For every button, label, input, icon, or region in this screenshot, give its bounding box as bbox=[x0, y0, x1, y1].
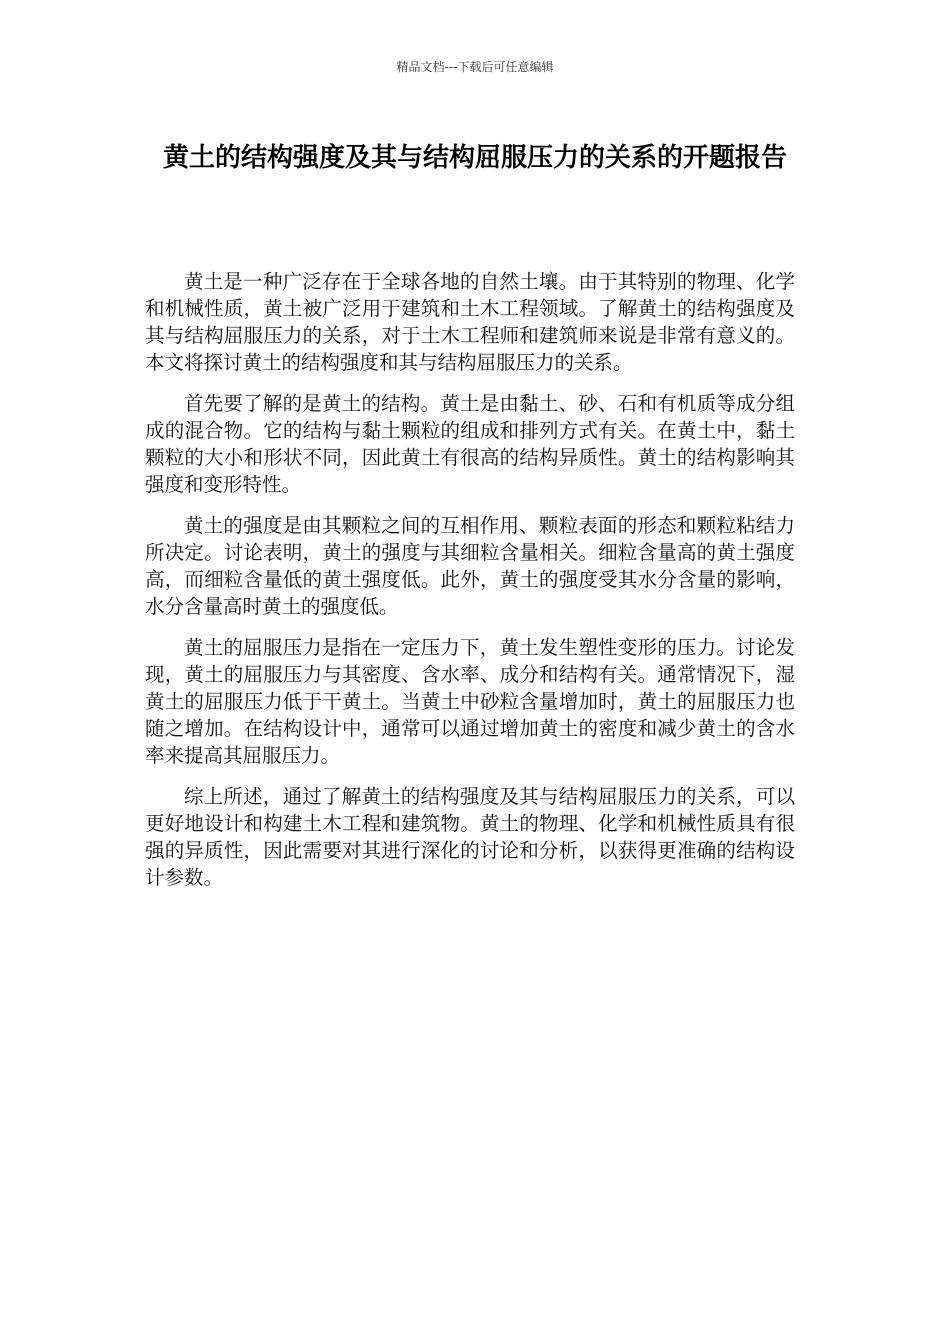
paragraph-2: 首先要了解的是黄土的结构。黄土是由黏土、砂、石和有机质等成分组成的混合物。它的结构与黏土颗粒的组成和排列方式有关。在黄土中，黏土颗粒的大小和形状不同，因此黄土有很高的结构异质性。黄土的结构影响其强度和变形特性。 bbox=[145, 392, 795, 496]
document-title: 黄土的结构强度及其与结构屈服压力的关系的开题报告 bbox=[162, 143, 787, 173]
paragraph-3: 黄土的强度是由其颗粒之间的互相作用、颗粒表面的形态和颗粒粘结力所决定。讨论表明，黄土的强度与其细粒含量相关。细粒含量高的黄土强度高，而细粒含量低的黄土强度低。此外，黄土的强度受其水分含量的影响，水分含量高时黄土的强度低。 bbox=[145, 514, 795, 618]
paragraph-4: 黄土的屈服压力是指在一定压力下，黄土发生塑性变形的压力。讨论发现，黄土的屈服压力与其密度、含水率、成分和结构有关。通常情况下，湿黄土的屈服压力低于干黄土。当黄土中砂粒含量增加时，黄土的屈服压力也随之增加。在结构设计中，通常可以通过增加黄土的密度和减少黄土的含水率来提高其屈服压力。 bbox=[145, 636, 795, 767]
paragraph-1: 黄土是一种广泛存在于全球各地的自然土壤。由于其特别的物理、化学和机械性质，黄土被广泛用于建筑和土木工程领域。了解黄土的结构强度及其与结构屈服压力的关系，对于土木工程师和建筑师来说是非常有意义的。本文将探讨黄土的结构强度和其与结构屈服压力的关系。 bbox=[145, 270, 795, 374]
header-note: 精品文档---下载后可任意编辑 bbox=[396, 60, 554, 74]
paragraph-5: 综上所述，通过了解黄土的结构强度及其与结构屈服压力的关系，可以更好地设计和构建土木工程和建筑物。黄土的物理、化学和机械性质具有很强的异质性，因此需要对其进行深化的讨论和分析，以获得更准确的结构设计参数。 bbox=[145, 785, 795, 889]
document-body bbox=[145, 268, 795, 905]
